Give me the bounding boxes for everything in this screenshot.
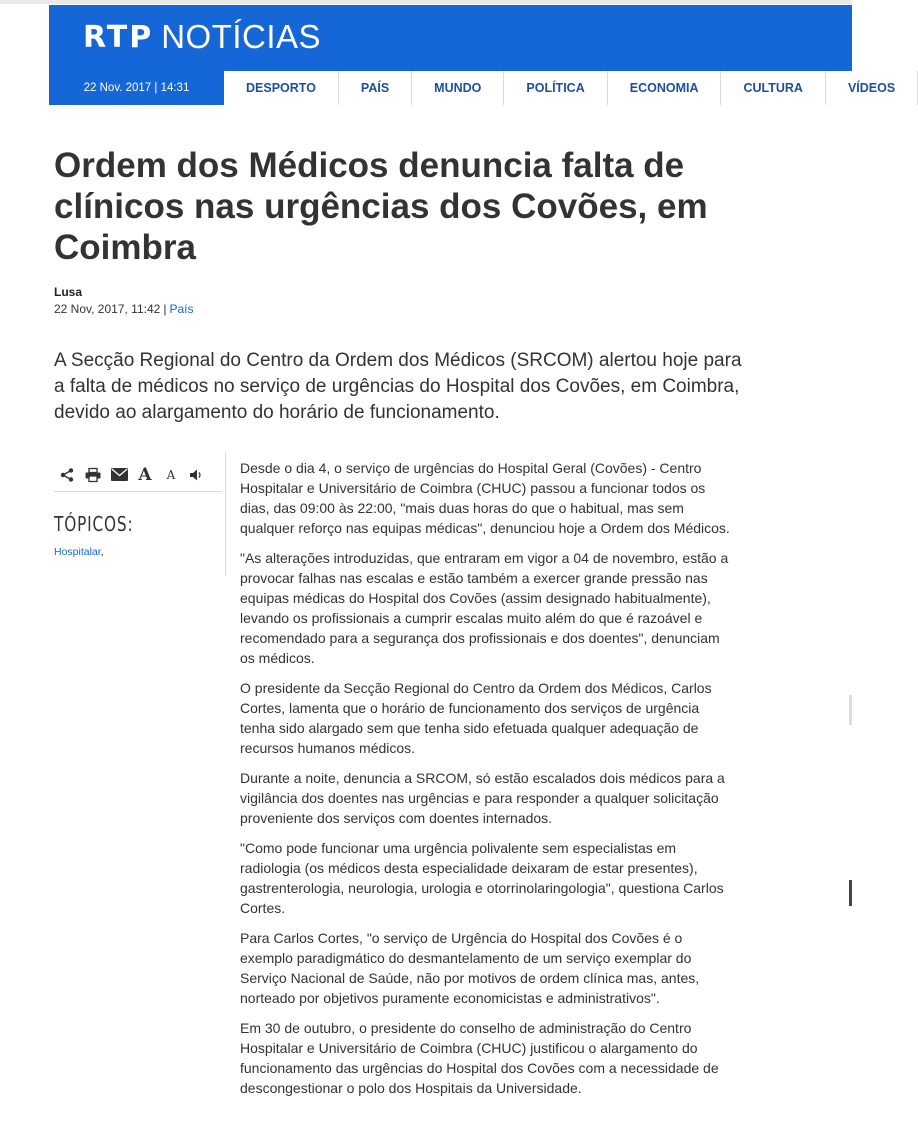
logo-rtp: RTP (83, 19, 154, 55)
header-datetime: 22 Nov. 2017 | 14:31 (83, 82, 190, 94)
site-header (49, 5, 896, 105)
meta-separator: | (163, 302, 167, 316)
article-meta (54, 302, 193, 316)
topic-item (54, 546, 104, 558)
nav-politica[interactable]: POLÍTICA (504, 71, 607, 105)
article-paragraph: Para Carlos Cortes, "o serviço de Urgência do Hospital dos Covões é o exemplo paradigmático do desmantelamento de um serviço exemplar do Serviço Nacional de Saúde, não por motivos de ordem clínica mas, antes, norteado por objetivos puramente economicistas e administrativos". (240, 930, 700, 1006)
share-icon[interactable] (54, 464, 80, 486)
article-paragraph: Em 30 de outubro, o presidente do conselho de administração do Centro Hospitalar e Universitário de Coimbra (CHUC) justificou o alargamento do funcionamento das urgências do Hospital dos Covões com a necessidade de descongestionar o polo dos Hospitais da Universidade. (240, 1020, 719, 1096)
logo-noticias: NOTÍCIAS (161, 18, 322, 55)
nav-economia[interactable]: ECONOMIA (608, 71, 722, 105)
nav-videos[interactable]: VÍDEOS (826, 71, 918, 105)
nav-pais[interactable]: PAÍS (339, 71, 412, 105)
right-edge-widget (849, 695, 852, 725)
topic-hospitalar-link[interactable]: Hospitalar (54, 546, 101, 558)
article-paragraph: Durante a noite, denuncia a SRCOM, só estão escalados dois médicos para a vigilância dos doentes nas urgências e para responder a qualquer solicitação proveniente dos serviços com doentes internados. (240, 770, 725, 826)
site-logo[interactable] (83, 15, 321, 59)
article-paragraph: Desde o dia 4, o serviço de urgências do Hospital Geral (Covões) - Centro Hospitalar e Universitário de Coimbra (CHUC) passou a funcionar todos os dias, das 09:00 às 22:00, "mais duas horas do que o habitual, mas sem qualquer reforço nas equipas médicas", denunciou hoje a Ordem dos Médicos. (240, 460, 730, 536)
article-sidebar (54, 452, 226, 576)
article-paragraph: "Como pode funcionar uma urgência polivalente sem especialistas em radiologia (os médicos desta especialidade deixaram de estar presentes), gastrenterologia, neurologia, urologia e otorrinolaringologia", questiona Carlos Cortes. (240, 840, 724, 916)
article-tools (54, 458, 222, 492)
nav-desporto[interactable]: DESPORTO (224, 71, 339, 105)
article-author: Lusa (54, 285, 83, 299)
font-increase-icon[interactable]: A (138, 464, 152, 485)
article-paragraph: "As alterações introduzidas, que entraram em vigor a 04 de novembro, estão a provocar falhas nas escalas e estão também a exercer grande pressão nas equipas médicas do Hospital dos Covões (assim designado habitualmente), levando os profissionais a cumprir escalas muito além do que é razoável e recomendado para a segurança dos profissionais e dos doentes", denunciam os médicos. (240, 550, 729, 666)
email-icon[interactable] (106, 464, 132, 486)
right-edge-widget (849, 880, 852, 906)
article-date: 22 Nov, 2017, 11:42 (54, 302, 161, 316)
article-body (240, 458, 735, 1108)
nav-mundo[interactable]: MUNDO (412, 71, 504, 105)
article-paragraph: O presidente da Secção Regional do Centro da Ordem dos Médicos, Carlos Cortes, lamenta que o horário de funcionamento dos serviços de urgência tenha sido alargado sem que tenha sido efetuada qualquer adequação de recursos humanos médicos. (240, 680, 712, 756)
topic-separator: , (100, 546, 104, 558)
nav-cultura[interactable]: CULTURA (721, 71, 825, 105)
article-section-link[interactable]: País (169, 302, 194, 316)
print-icon[interactable] (80, 464, 106, 486)
main-nav (224, 71, 896, 105)
browser-top-edge (0, 0, 852, 4)
article-lead: A Secção Regional do Centro da Ordem dos Médicos (SRCOM) alertou hoje para a falta de médicos no serviço de urgências do Hospital dos Covões, em Coimbra, devido ao alargamento do horário de funcionamento. (54, 350, 742, 423)
font-decrease-icon[interactable]: A (166, 467, 176, 482)
audio-icon[interactable] (184, 464, 210, 486)
topics-heading: TÓPICOS: (54, 512, 134, 536)
article-title: Ordem dos Médicos denuncia falta de clínicos nas urgências dos Covões, em Coimbra (54, 146, 708, 267)
